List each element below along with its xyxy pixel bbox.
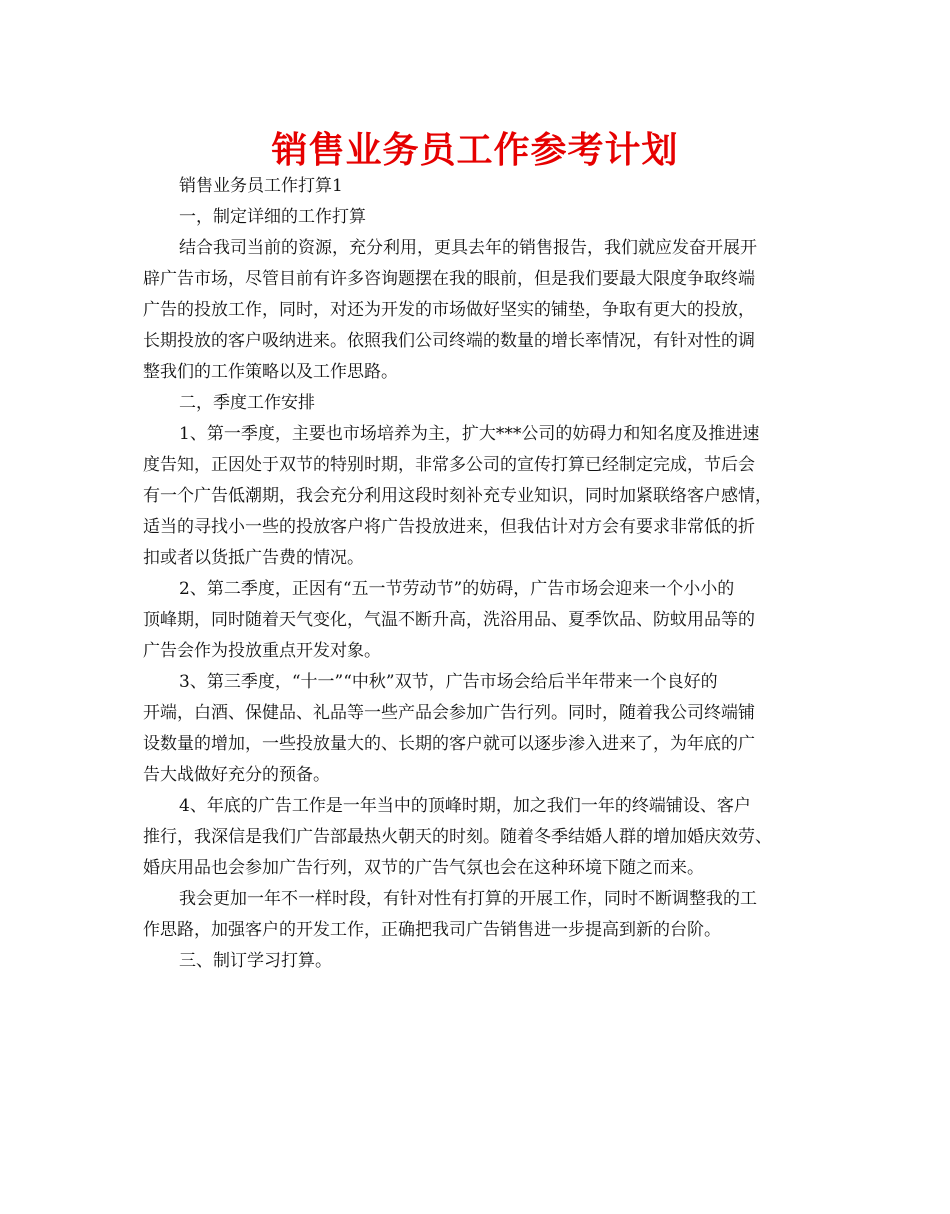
text-line: 二，季度工作安排 xyxy=(179,393,315,413)
text-line: 1、第一季度，主要也市场培养为主，扩大***公司的妨碍力和知名度及推进速 xyxy=(179,424,760,444)
text-line: 整我们的工作策略以及工作思路。 xyxy=(143,362,398,382)
text-line: 2、第二季度，正因有“五一节劳动节”的妨碍，广告市场会迎来一个小小的 xyxy=(179,579,735,599)
document-title: 销售业务员工作参考计划 xyxy=(271,130,679,171)
text-line: 顶峰期，同时随着天气变化，气温不断升高，洗浴用品、夏季饮品、防蚊用品等的 xyxy=(143,610,755,630)
text-line: 婚庆用品也会参加广告行列，双节的广告气氛也会在这种环境下随之而来。 xyxy=(143,858,704,878)
text-line: 长期投放的客户吸纳进来。依照我们公司终端的数量的增长率情况，有针对性的调 xyxy=(143,331,755,351)
text-line: 作思路，加强客户的开发工作，正确把我司广告销售进一步提高到新的台阶。 xyxy=(143,920,721,940)
text-line: 广告的投放工作，同时，对还为开发的市场做好坚实的铺垫，争取有更大的投放， xyxy=(143,300,755,320)
text-line: 适当的寻找小一些的投放客户将广告投放进来，但我估计对方会有要求非常低的折 xyxy=(143,517,755,537)
text-line: 广告会作为投放重点开发对象。 xyxy=(143,641,381,661)
text-line: 有一个广告低潮期，我会充分利用这段时刻补充专业知识，同时加紧联络客户感情， xyxy=(143,486,772,506)
text-line: 我会更加一年不一样时段，有针对性有打算的开展工作，同时不断调整我的工 xyxy=(179,889,757,909)
text-line: 度告知，正因处于双节的特别时期，非常多公司的宣传打算已经制定完成，节后会 xyxy=(143,455,755,475)
text-line: 结合我司当前的资源，充分利用，更具去年的销售报告，我们就应发奋开展开 xyxy=(179,238,757,258)
text-line: 一，制定详细的工作打算 xyxy=(179,207,366,227)
text-line: 推行，我深信是我们广告部最热火朝天的时刻。随着冬季结婚人群的增加婚庆效劳、 xyxy=(143,827,772,847)
text-line: 辟广告市场，尽管目前有许多咨询题摆在我的眼前，但是我们要最大限度争取终端 xyxy=(143,269,755,289)
document-body xyxy=(143,171,823,977)
text-line: 三、制订学习打算。 xyxy=(179,951,332,971)
text-line: 设数量的增加，一些投放量大的、长期的客户就可以逐步渗入进来了，为年底的广 xyxy=(143,734,755,754)
text-line: 销售业务员工作打算1 xyxy=(179,176,343,196)
text-line: 开端，白酒、保健品、礼品等一些产品会参加广告行列。同时，随着我公司终端铺 xyxy=(143,703,755,723)
text-line: 扣或者以货抵广告费的情况。 xyxy=(143,548,364,568)
text-line: 4、年底的广告工作是一年当中的顶峰时期，加之我们一年的终端铺设、客户 xyxy=(179,796,751,816)
text-line: 告大战做好充分的预备。 xyxy=(143,765,330,785)
text-line: 3、第三季度，“十一”“中秋”双节，广告市场会给后半年带来一个良好的 xyxy=(179,672,718,692)
